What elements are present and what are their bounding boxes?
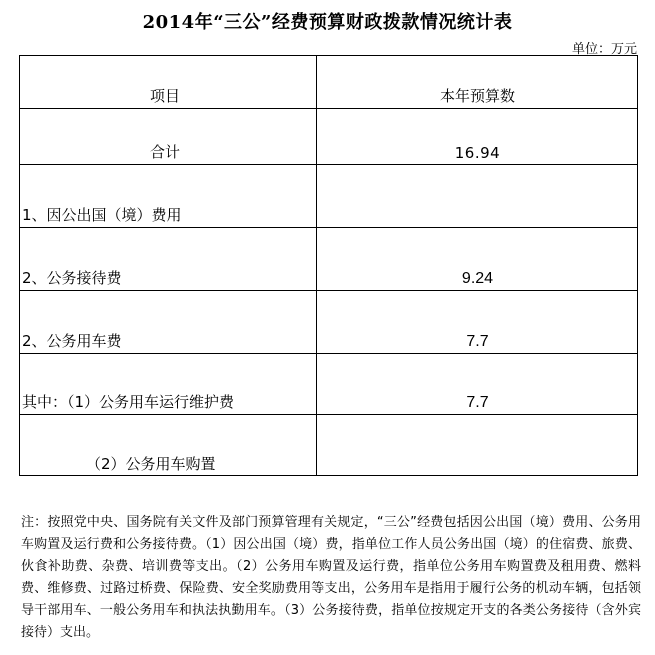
row-value: 16.94: [454, 144, 501, 162]
row-item: 2、公务用车费: [22, 332, 122, 350]
row-value: 7.7: [466, 394, 489, 411]
header-item: 项目: [150, 87, 181, 105]
unit-label: 单位：万元: [571, 42, 637, 57]
row-value: 7.7: [466, 333, 489, 350]
row-item: 其中：（1）公务用车运行维护费: [22, 393, 235, 411]
footnote: 注：按照党中央、国务院有关文件及部门预算管理有关规定，“三公”经费包括因公出国（境）费用、公务用车购置及运行费和公务接待费。（1）因公出国（境）费，指单位工作人员公务出国（境）的住宿费、旅费、伙食补助费、杂费、培训费等支出。（2）公务用车购置及运行费，指单位公务用车购置费及租用费、燃料费、维修费、过路过桥费、保险费、安全奖励费用等支出，公务用车是指用于履行公务的机动车辆，包括领导干部用车、一般公务用车和执法执勤用车。（3）公务接待费，指单位按规定开支的各类公务接待（含外宾接待）支出。: [21, 515, 641, 640]
row-item: 合计: [150, 143, 181, 161]
table-row: [20, 165, 637, 228]
row-item: 1、因公出国（境）费用: [22, 206, 182, 224]
table-row: [20, 228, 637, 291]
table-header-row: [20, 56, 637, 109]
table-row: [20, 291, 637, 354]
header-budget: 本年预算数: [439, 87, 515, 105]
row-value: 9.24: [461, 270, 494, 287]
table-row-total: [20, 109, 637, 165]
page-title: 2014年“三公”经费预算财政拨款情况统计表: [142, 12, 513, 33]
row-item: （2）公务用车购置: [86, 455, 216, 473]
table-row: [20, 354, 637, 415]
row-item: 2、公务接待费: [22, 269, 122, 287]
budget-table: [19, 55, 638, 476]
table-row: [20, 415, 637, 476]
